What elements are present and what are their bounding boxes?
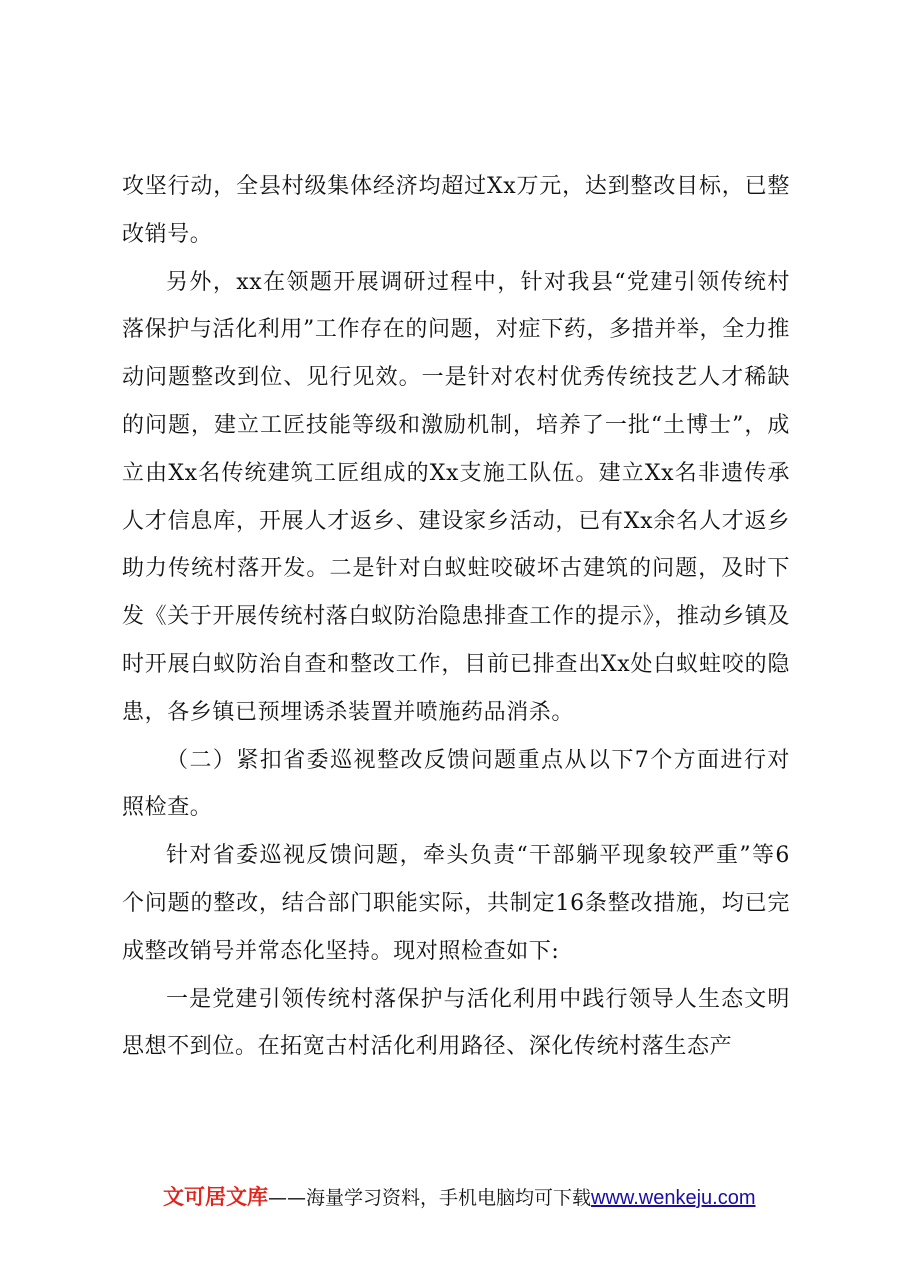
paragraph-rectification-survey: 另外，xx在领题开展调研过程中，针对我县“党建引领传统村落保护与活化利用”工作存在的问题，对症下药，多措并举，全力推动问题整改到位、见行见效。一是针对农村优秀传统技艺人才稀缺的问题，建立工匠技能等级和激励机制，培养了一批“土博士”，成立由Xx名传统建筑工匠组成的Xx支施工队伍。建立Xx名非遗传承人才信息库，开展人才返乡、建设家乡活动，已有Xx余名人才返乡助力传统村落开发。二是针对白蚁蛀咬破坏古建筑的问题，及时下发《关于开展传统村落白蚁防治隐患排查工作的提示》，推动乡镇及时开展白蚁防治自查和整改工作，目前已排查出Xx处白蚁蛀咬的隐患，各乡镇已预埋诱杀装置并喷施药品消杀。	[122, 269, 790, 725]
footer-brand: 文可居文库	[163, 1185, 268, 1209]
section-heading-two: （二）紧扣省委巡视整改反馈问题重点从以下7个方面进行对照检查。	[122, 747, 790, 821]
paragraph-point-one: 一是党建引领传统村落保护与活化利用中践行领导人生态文明思想不到位。在拓宽古村活化利用路径、深化传统村落生态产	[122, 986, 790, 1060]
footer-website-link[interactable]: www.wenkeju.com	[591, 1187, 756, 1209]
paragraph-continuation: 攻坚行动，全县村级集体经济均超过Xx万元，达到整改目标，已整改销号。	[122, 174, 790, 247]
document-body	[122, 163, 790, 1071]
paragraph-inspection-feedback: 针对省委巡视反馈问题，牵头负责“干部躺平现象较严重”等6个问题的整改，结合部门职能实际，共制定16条整改措施，均已完成整改销号并常态化坚持。现对照检查如下:	[122, 843, 790, 964]
footer-tagline: ——海量学习资料，手机电脑均可下载	[268, 1187, 592, 1209]
footer-banner	[163, 1183, 803, 1212]
